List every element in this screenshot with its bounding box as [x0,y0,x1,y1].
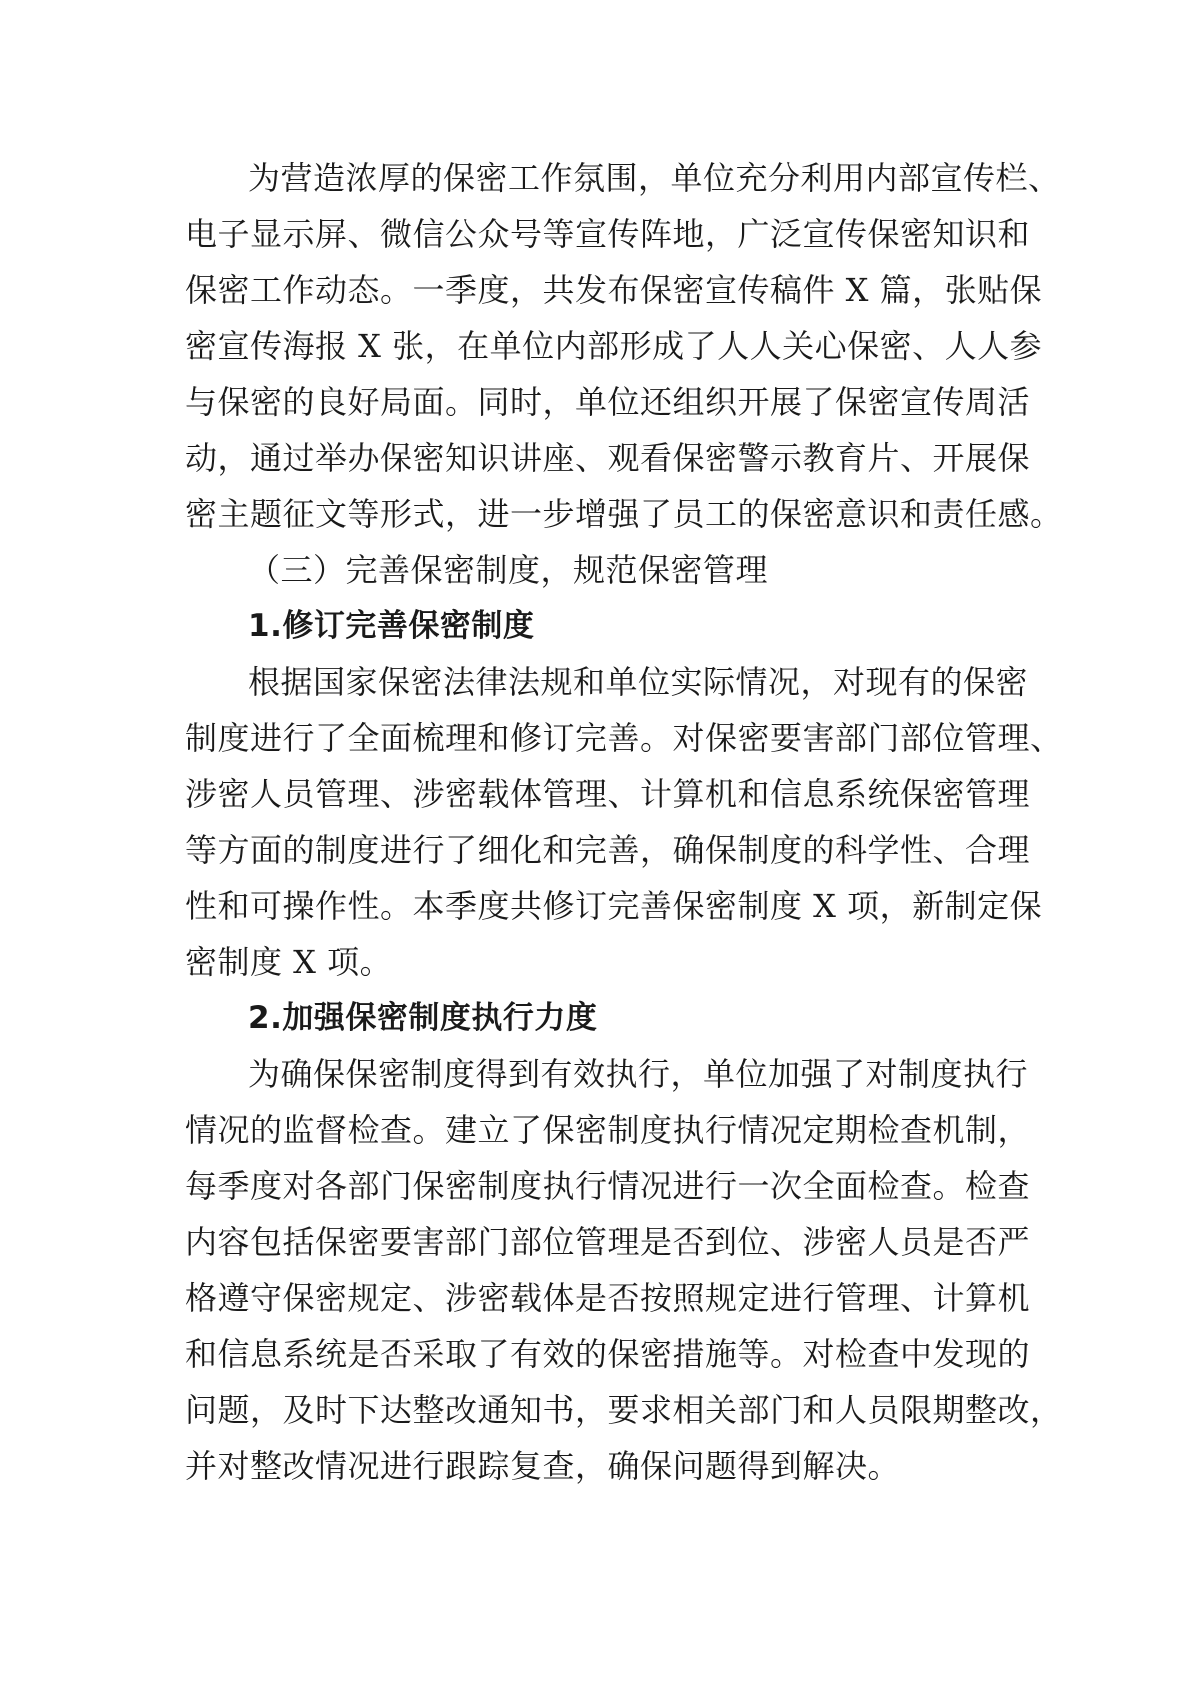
paragraph-line: 密宣传海报 X 张，在单位内部形成了人人关心保密、人人参 [185,327,1043,365]
paragraph-line: 问题，及时下达整改通知书，要求相关部门和人员限期整改， [185,1391,1063,1429]
paragraph-line: 并对整改情况进行跟踪复查，确保问题得到解决。 [185,1447,901,1485]
paragraph-line: 根据国家保密法律法规和单位实际情况，对现有的保密 [248,663,1029,701]
paragraph-line: 密制度 X 项。 [185,943,393,981]
section-heading: （三）完善保密制度，规范保密管理 [248,551,769,589]
paragraph-line: 电子显示屏、微信公众号等宣传阵地，广泛宣传保密知识和 [185,215,1031,253]
paragraph-line: 每季度对各部门保密制度执行情况进行一次全面检查。检查 [185,1167,1031,1205]
subsection-heading: 1.修订完善保密制度 [248,608,535,644]
paragraph-line: 为确保保密制度得到有效执行，单位加强了对制度执行 [248,1055,1029,1093]
paragraph-line: 为营造浓厚的保密工作氛围，单位充分利用内部宣传栏、 [248,159,1061,197]
paragraph-line: 情况的监督检查。建立了保密制度执行情况定期检查机制， [185,1111,1031,1149]
paragraph-line: 性和可操作性。本季度共修订完善保密制度 X 项，新制定保 [185,887,1043,925]
paragraph-line: 和信息系统是否采取了有效的保密措施等。对检查中发现的 [185,1335,1031,1373]
subsection-heading: 2.加强保密制度执行力度 [248,1000,598,1036]
paragraph-line: 格遵守保密规定、涉密载体是否按照规定进行管理、计算机 [185,1279,1031,1317]
paragraph-line: 内容包括保密要害部门部位管理是否到位、涉密人员是否严 [185,1223,1031,1261]
paragraph-line: 等方面的制度进行了细化和完善，确保制度的科学性、合理 [185,831,1031,869]
paragraph-line: 制度进行了全面梳理和修订完善。对保密要害部门部位管理、 [185,719,1063,757]
paragraph-line: 保密工作动态。一季度，共发布保密宣传稿件 X 篇，张贴保 [185,271,1043,309]
paragraph-line: 密主题征文等形式，进一步增强了员工的保密意识和责任感。 [185,495,1063,533]
paragraph-line: 涉密人员管理、涉密载体管理、计算机和信息系统保密管理 [185,775,1031,813]
paragraph-line: 动，通过举办保密知识讲座、观看保密警示教育片、开展保 [185,439,1031,477]
paragraph-line: 与保密的良好局面。同时，单位还组织开展了保密宣传周活 [185,383,1031,421]
